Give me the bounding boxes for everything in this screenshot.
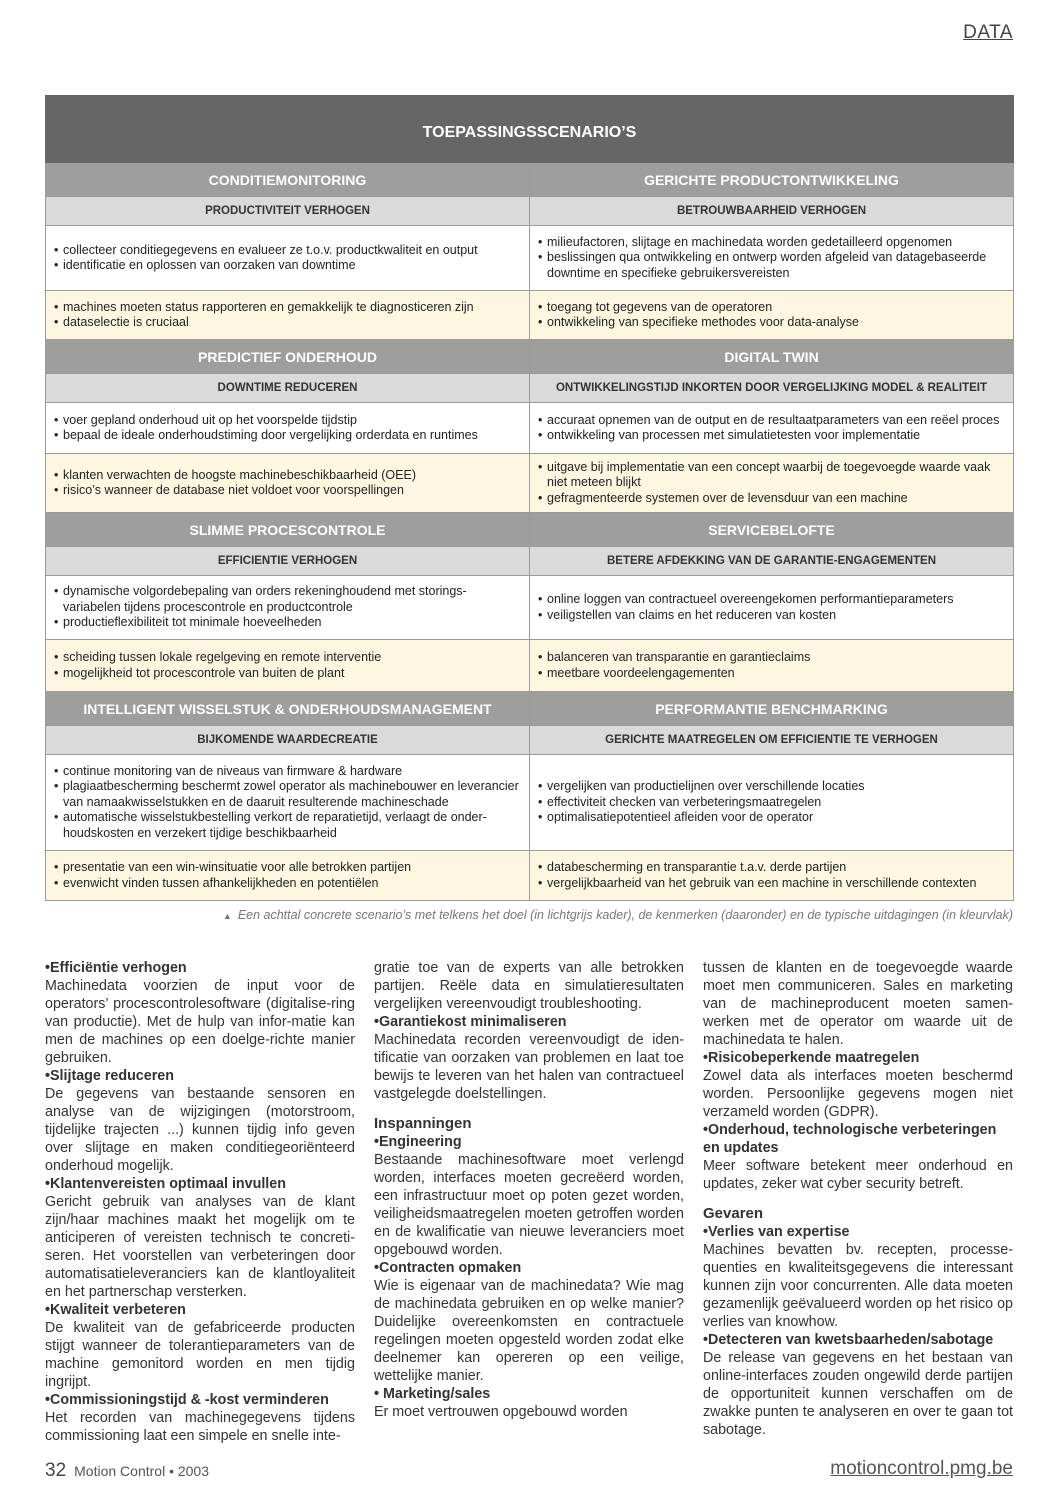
scenario-challenges-cell [46, 640, 530, 692]
challenges-list [54, 300, 521, 331]
challenge-item: • vergelijkbaarheid van het gebruik van een machine in verschillende contexten [538, 876, 1005, 892]
website-link[interactable]: motioncontrol.pmg.be [830, 1458, 1013, 1479]
scenario-goal: PRODUCTIVITEIT VERHOGEN [46, 197, 530, 226]
article-bullet-heading: •Detecteren van kwetsbaarheden/sabotage [703, 1332, 994, 1348]
scenario-goal: GERICHTE MAATREGELEN OM EFFICIENTIE TE VERHOGEN [530, 726, 1014, 755]
challenge-item: • evenwicht vinden tussen afhankelijkheden en potentiëlen [54, 876, 521, 892]
article-bullet-heading: •Engineering [374, 1134, 462, 1150]
article-bullet-heading: •Garantiekost minimaliseren [374, 1014, 567, 1030]
features-list [538, 413, 1005, 444]
scenario-goal: EFFICIENTIE VERHOGEN [46, 547, 530, 576]
triangle-up-icon: ▲ [222, 911, 232, 921]
feature-item: • accuraat opnemen van de output en de resultaatparameters van een reëel proces [538, 413, 1005, 429]
feature-item: • online loggen van contractueel overeengekomen performantieparameters [538, 592, 1005, 608]
scenario-challenges-cell [46, 851, 530, 901]
article-paragraph: Meer software betekent meer onderhoud en updates, zeker wat cyber security betreft. [703, 1158, 1013, 1192]
scenario-features-cell [46, 576, 530, 640]
article-paragraph: De gegevens van bestaande sensoren en analyse van de wijzigingen (motorstroom, tijdelijke trajecten ...) kunnen tijdig info geven over slijtage en maken conditiegeoriënteerd onderhoud mogelijk. [45, 1086, 355, 1174]
feature-item: • automatische wisselstukbestelling verkort de reparatietijd, verlaagt de onder-houdskosten en verzekert tijdige beschikbaarheid [54, 810, 521, 841]
article-bullet-heading: •Contracten opmaken [374, 1260, 522, 1276]
challenge-item: • dataselectie is cruciaal [54, 315, 521, 331]
scenario-category: CONDITIEMONITORING [46, 163, 530, 197]
table-caption [223, 908, 1013, 922]
scenario-category: INTELLIGENT WISSELSTUK & ONDERHOUDSMANAGEMENT [46, 692, 530, 726]
scenario-goal: ONTWIKKELINGSTIJD INKORTEN DOOR VERGELIJKING MODEL & REALITEIT [530, 374, 1014, 403]
feature-item: • plagiaatbescherming beschermt zowel operator als machinebouwer en leverancier van namaakwisselstukken en de daaruit resulterende machineschade [54, 779, 521, 810]
article-paragraph: Er moet vertrouwen opgebouwd worden [374, 1404, 628, 1420]
features-list [538, 592, 1005, 623]
challenge-item: • toegang tot gegevens van de operatoren [538, 300, 1005, 316]
challenge-item: • machines moeten status rapporteren en gemakkelijk te diagnosticeren zijn [54, 300, 521, 316]
scenario-category: PREDICTIEF ONDERHOUD [46, 340, 530, 374]
features-list [54, 764, 521, 842]
challenges-list [54, 650, 521, 681]
caption-text: Een achttal concrete scenario’s met telkens het doel (in lichtgrijs kader), de kenmerken (daaronder) en de typische uitdagingen (in kleurvlak) [237, 908, 1013, 922]
feature-item: • milieufactoren, slijtage en machinedata worden gedetailleerd opgenomen [538, 235, 1005, 251]
scenario-features-cell [530, 226, 1014, 291]
page-number: 32 [45, 1460, 67, 1481]
features-list [54, 243, 521, 274]
challenge-item: • scheiding tussen lokale regelgeving en remote interventie [54, 650, 521, 666]
article-paragraph: Bestaande machinesoftware moet verlengd worden, interfaces moeten gecreëerd worden, een infrastructuur moet op poten gezet worden, veiligheidsmaatregelen moeten getroffen worden en de kwalificatie van nieuwe leveranciers moet opgebouwd worden. [374, 1152, 684, 1258]
scenario-features-cell [530, 403, 1014, 454]
article-bullet-heading: •Klantenvereisten optimaal invullen [45, 1176, 286, 1192]
article-section-heading: Gevaren [703, 1205, 764, 1222]
article-paragraph: Machinedata recorden vereenvoudigt de iden-tificatie van oorzaken van problemen en laat toe bewijs te leveren van het halen van contractueel vastgelegde doelstellingen. [374, 1032, 684, 1102]
challenges-list [538, 650, 1005, 681]
article-bullet-heading: •Kwaliteit verbeteren [45, 1302, 186, 1318]
article-paragraph: Machinedata voorzien de input voor de operators’ procescontrolesoftware (digitalise-ring van productie). Met de hulp van infor-matie kan men de machines op een doelge-richte manier gebruiken. [45, 978, 355, 1066]
challenge-item: • uitgave bij implementatie van een concept waarbij de toegevoegde waarde vaak niet meteen blijkt [538, 460, 1005, 491]
article-paragraph: gratie toe van de experts van alle betrokken partijen. Reële data en simulatieresultaten vergelijken vereenvoudigt troubleshooting. [374, 960, 684, 1012]
scenario-category: GERICHTE PRODUCTONTWIKKELING [530, 163, 1014, 197]
challenge-item: • mogelijkheid tot procescontrole van buiten de plant [54, 666, 521, 682]
scenario-category: PERFORMANTIE BENCHMARKING [530, 692, 1014, 726]
article-bullet-heading: •Onderhoud, technologische verbeteringen en updates [703, 1122, 997, 1156]
scenario-category: SLIMME PROCESCONTROLE [46, 513, 530, 547]
scenario-features-cell [46, 755, 530, 851]
challenge-item: • balanceren van transparantie en garantieclaims [538, 650, 1005, 666]
article-paragraph: Zowel data als interfaces moeten beschermd worden. Persoonlijke gegevens mogen niet verzameld worden (GDPR). [703, 1068, 1013, 1120]
features-list [54, 413, 521, 444]
article-bullet-heading: • Marketing/sales [374, 1386, 491, 1402]
feature-item: • effectiviteit checken van verbeteringsmaatregelen [538, 795, 1005, 811]
challenges-list [538, 860, 1005, 891]
feature-item: • productieflexibiliteit tot minimale hoeveelheden [54, 615, 521, 631]
challenges-list [54, 468, 521, 499]
challenge-item: • databescherming en transparantie t.a.v. derde partijen [538, 860, 1005, 876]
challenge-item: • risico’s wanneer de database niet voldoet voor voorspellingen [54, 483, 521, 499]
article-bullet-heading: •Verlies van expertise [703, 1224, 850, 1240]
features-list [538, 235, 1005, 282]
scenario-category: DIGITAL TWIN [530, 340, 1014, 374]
feature-item: • ontwikkeling van processen met simulatietesten voor implementatie [538, 428, 1005, 444]
scenario-goal: BETERE AFDEKKING VAN DE GARANTIE-ENGAGEMENTEN [530, 547, 1014, 576]
scenario-goal: BETROUWBAARHEID VERHOGEN [530, 197, 1014, 226]
scenario-category: SERVICEBELOFTE [530, 513, 1014, 547]
challenge-item: • gefragmenteerde systemen over de levensduur van een machine [538, 491, 1005, 507]
footer-left [45, 1460, 209, 1482]
features-list [538, 779, 1005, 826]
feature-item: • veiligstellen van claims en het reduceren van kosten [538, 608, 1005, 624]
scenarios-table [45, 95, 1014, 901]
article-paragraph: Machines bevatten bv. recepten, processe-quenties en kwaliteitsgegevens die interessant kunnen zijn voor concurrenten. Alle data moeten gezamenlijk geëvalueerd worden op het risico op verlies van knowhow. [703, 1242, 1013, 1330]
article-bullet-heading: •Efficiëntie verhogen [45, 960, 187, 976]
scenario-features-cell [46, 226, 530, 291]
feature-item: • voer gepland onderhoud uit op het voorspelde tijdstip [54, 413, 521, 429]
feature-item: • identificatie en oplossen van oorzaken van downtime [54, 258, 521, 274]
scenario-challenges-cell [46, 291, 530, 340]
features-list [54, 584, 521, 631]
feature-item: • dynamische volgordebepaling van orders rekeninghoudend met storings-variabelen tijdens procescontrole en productcontrole [54, 584, 521, 615]
scenario-goal: BIJKOMENDE WAARDECREATIE [46, 726, 530, 755]
article-column-3 [703, 959, 1013, 1439]
challenges-list [54, 860, 521, 891]
feature-item: • bepaal de ideale onderhoudstiming door vergelijking orderdata en runtimes [54, 428, 521, 444]
feature-item: • collecteer conditiegegevens en evalueer ze t.o.v. productkwaliteit en output [54, 243, 521, 259]
feature-item: • continue monitoring van de niveaus van firmware & hardware [54, 764, 521, 780]
scenario-challenges-cell [530, 454, 1014, 513]
article-bullet-heading: •Commissioningstijd & -kost verminderen [45, 1392, 329, 1408]
scenario-challenges-cell [530, 291, 1014, 340]
article-column-2 [374, 959, 684, 1421]
article-section-heading: Inspanningen [374, 1115, 472, 1132]
article-paragraph: Wie is eigenaar van de machinedata? Wie mag de machinedata gebruiken en op welke manier? Duidelijke overeenkomsten en contractuele regelingen moeten opgesteld worden zodat elke deelnemer kan opereren op een veilige, wettelijke manier. [374, 1278, 684, 1384]
scenario-challenges-cell [530, 640, 1014, 692]
article-paragraph: Gericht gebruik van analyses van de klant zijn/haar machines maakt het mogelijk om te anticiperen of vereisten technisch te concreti-seren. Het voorstellen van verbeteringen door automatisatieleveranciers kan de klantloyaliteit en het partnerschap versterken. [45, 1194, 355, 1300]
table-title: TOEPASSINGSSCENARIO’S [46, 96, 1014, 163]
challenge-item: • presentatie van een win-winsituatie voor alle betrokken partijen [54, 860, 521, 876]
scenario-features-cell [530, 755, 1014, 851]
article-paragraph: Het recorden van machinegegevens tijdens commissioning laat een simpele en snelle inte- [45, 1410, 355, 1444]
article-paragraph: De kwaliteit van de gefabriceerde producten stijgt wanneer de tolerantieparameters van de machine gemonitord worden en men tijdig ingrijpt. [45, 1320, 355, 1390]
article-paragraph: De release van gegevens en het bestaan van online-interfaces zouden ongewild derde partijen de opportuniteit kunnen verschaffen om de zwakke punten te analyseren en over te gaan tot sabotage. [703, 1350, 1013, 1438]
article-column-1 [45, 959, 355, 1445]
challenges-list [538, 460, 1005, 507]
article-bullet-heading: •Risicobeperkende maatregelen [703, 1050, 920, 1066]
article-paragraph: tussen de klanten en de toegevoegde waarde moet men communiceren. Sales en marketing van de machineproducent moeten samen-werken met de operator om waarde uit de machinedata te halen. [703, 960, 1013, 1048]
scenario-features-cell [530, 576, 1014, 640]
feature-item: • beslissingen qua ontwikkeling en ontwerp worden afgeleid van datagebaseerde downtime en specifieke gebruikersvereisten [538, 250, 1005, 281]
article-bullet-heading: •Slijtage reduceren [45, 1068, 174, 1084]
challenge-item: • klanten verwachten de hoogste machinebeschikbaarheid (OEE) [54, 468, 521, 484]
scenario-challenges-cell [530, 851, 1014, 901]
scenario-goal: DOWNTIME REDUCEREN [46, 374, 530, 403]
publication-name: Motion Control • 2003 [74, 1463, 210, 1479]
feature-item: • optimalisatiepotentieel afleiden voor de operator [538, 810, 1005, 826]
section-tag: DATA [963, 22, 1013, 43]
scenario-challenges-cell [46, 454, 530, 513]
challenges-list [538, 300, 1005, 331]
feature-item: • vergelijken van productielijnen over verschillende locaties [538, 779, 1005, 795]
challenge-item: • meetbare voordeelengagementen [538, 666, 1005, 682]
challenge-item: • ontwikkeling van specifieke methodes voor data-analyse [538, 315, 1005, 331]
scenario-features-cell [46, 403, 530, 454]
